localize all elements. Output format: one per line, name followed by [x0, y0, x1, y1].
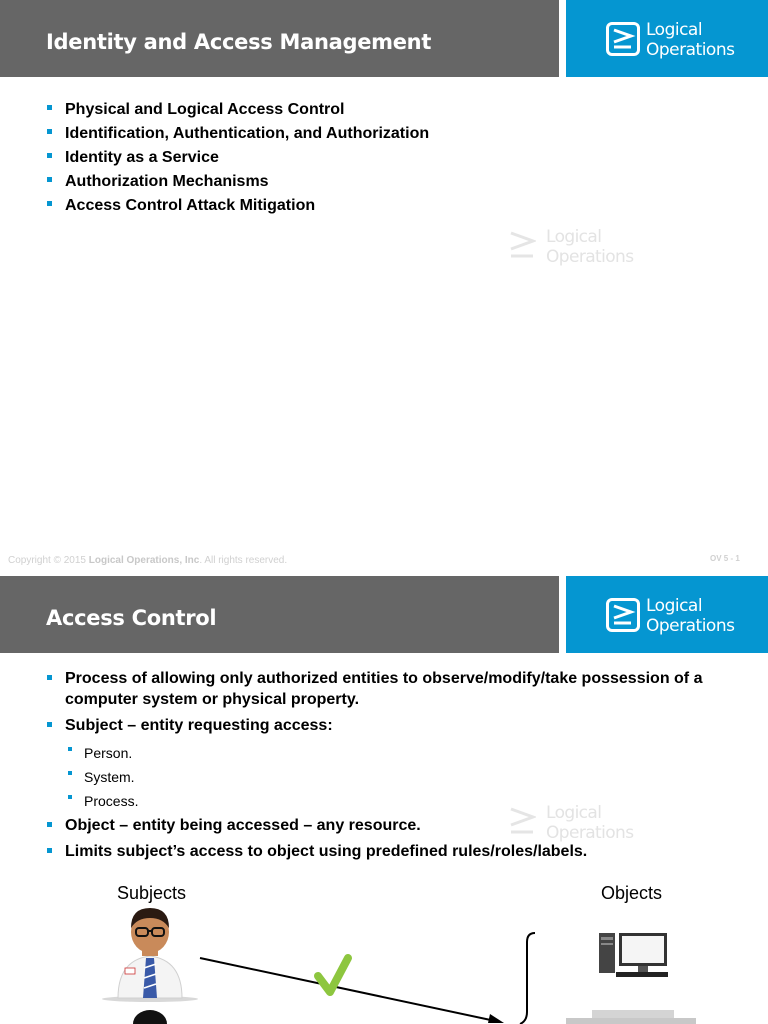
- company-logo: [566, 576, 768, 653]
- watermark-line-1: Logical: [546, 803, 602, 823]
- brace-icon: [520, 933, 535, 1024]
- slide-2: [0, 576, 768, 1024]
- sub-list-item: System.: [46, 765, 726, 789]
- list-item: Physical and Logical Access Control: [46, 98, 429, 122]
- logo-text: [646, 20, 734, 60]
- watermark-line-2: Operations: [546, 823, 634, 843]
- slide-title: Identity and Access Management: [46, 30, 432, 54]
- page-number: OV 5 - 1: [710, 554, 740, 563]
- logo-line-2: Operations: [646, 616, 735, 636]
- list-item: Access Control Attack Mitigation: [46, 194, 429, 218]
- copyright-prefix: Copyright © 2015: [8, 555, 89, 566]
- watermark-text: [546, 803, 633, 843]
- list-item: Subject – entity requesting access:: [46, 715, 726, 736]
- subjects-label: Subjects: [117, 883, 187, 903]
- watermark-text: [546, 227, 633, 267]
- sub-list-item: Person.: [46, 741, 726, 765]
- copyright-suffix: . All rights reserved.: [199, 555, 288, 566]
- watermark-line-2: Operations: [546, 247, 634, 267]
- logo-line-1: Logical: [646, 596, 703, 616]
- sub-list-item: Process.: [46, 789, 726, 813]
- objects-label: Objects: [601, 883, 663, 903]
- list-item: Process of allowing only authorized entities to observe/modify/take possession of a computer system or physical property.: [46, 668, 726, 710]
- slide-title: Access Control: [46, 606, 217, 630]
- logo-text: [646, 596, 734, 636]
- check-icon: [318, 958, 348, 992]
- watermark-mark-icon: [508, 807, 536, 837]
- logo-mark-icon: [606, 22, 640, 56]
- list-item: Identity as a Service: [46, 146, 429, 170]
- access-arrow: [200, 958, 500, 1022]
- topic-list: [46, 98, 429, 218]
- person-icon: [102, 908, 198, 1002]
- list-item: Object – entity being accessed – any resource.: [46, 815, 726, 836]
- copyright-footer: [8, 555, 287, 566]
- watermark-mark-icon: [508, 231, 536, 261]
- list-item: Authorization Mechanisms: [46, 170, 429, 194]
- title-bar: [0, 0, 559, 77]
- watermark-line-1: Logical: [546, 227, 602, 247]
- list-item: Identification, Authentication, and Authorization: [46, 122, 429, 146]
- logo-mark-icon: [606, 598, 640, 632]
- copyright-company: Logical Operations, Inc: [88, 555, 200, 566]
- person-2-icon: [133, 1010, 167, 1024]
- access-diagram: [0, 902, 768, 1024]
- logo-line-2: Operations: [646, 40, 735, 60]
- title-bar: [0, 576, 559, 653]
- logo-line-1: Logical: [646, 20, 703, 40]
- company-logo: [566, 0, 768, 77]
- list-item: Limits subject’s access to object using predefined rules/roles/labels.: [46, 841, 726, 862]
- computer-icon: [599, 933, 668, 977]
